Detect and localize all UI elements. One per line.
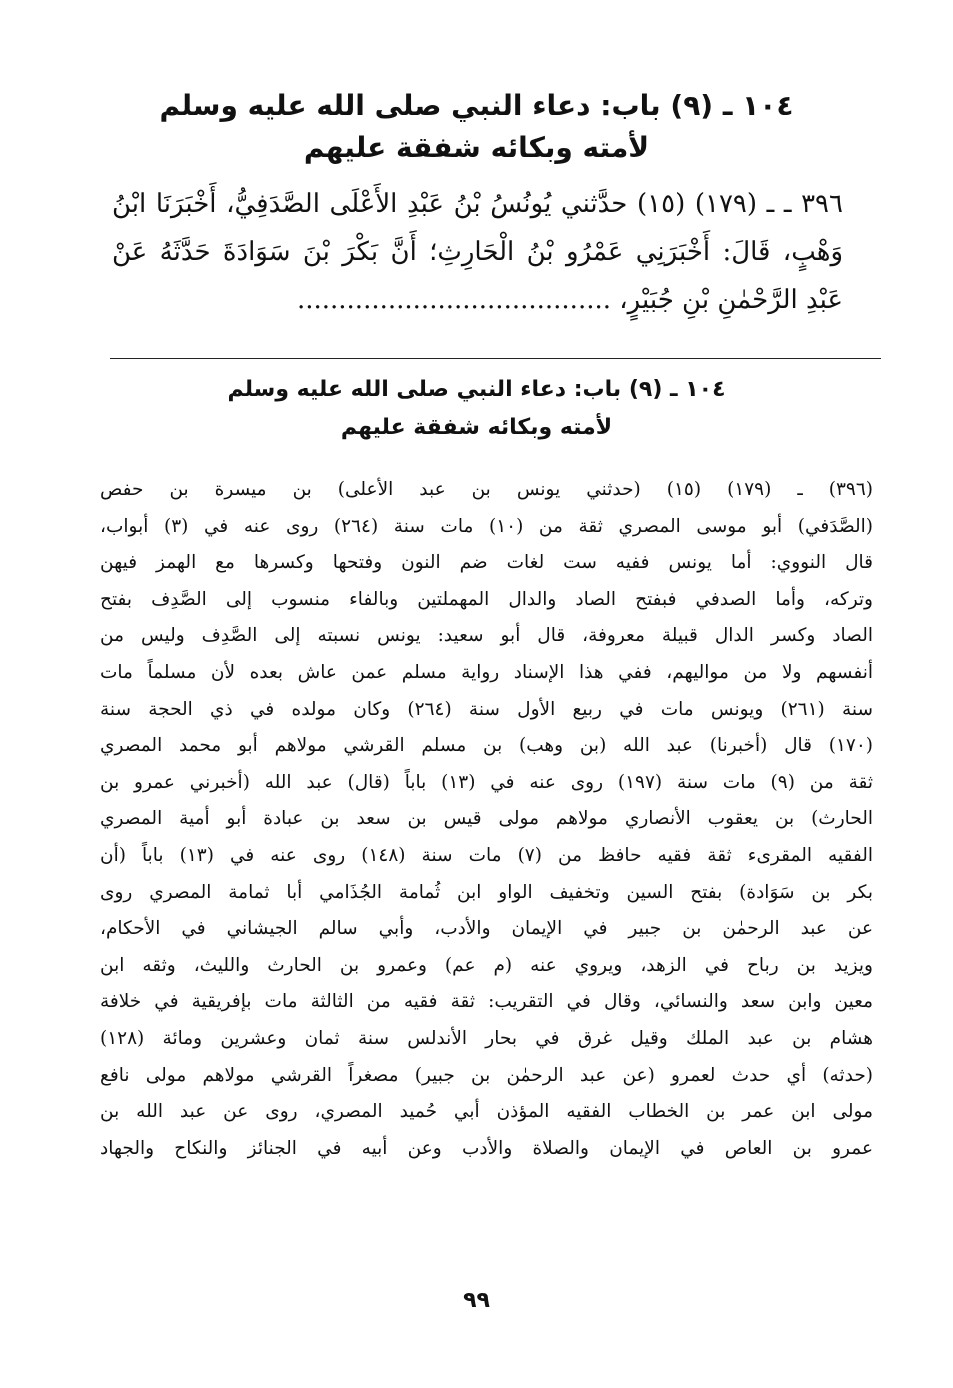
commentary-line: عن عبد الرحمٰن بن جبير في الإيمان والأدب، وأبي سالم الجيشاني في الأحكام، — [100, 918, 873, 940]
commentary-line: أنفسهم ولا من مواليهم، ففي هذا الإسناد رواية مسلم عمن عاش بعده لأن مسلماً مات — [100, 661, 873, 683]
hadith-line: ٣٩٦ ـ ـ (١٧٩) (١٥) حدَّثني يُونُسُ بْنُ عَبْدِ الأَعْلَى الصَّدَفِيُّ، أَخْبَرَنَا ابْنُ — [112, 189, 843, 219]
commentary-line: هشام بن عبد الملك وقيل غرق في بحار الأندلس سنة ثمان وعشرين ومائة (١٢٨) — [100, 1027, 873, 1049]
commentary-line: قال النووي: أما يونس ففيه ست لغات ضم النون وفتحها وكسرها مع الهمز فيهن — [100, 552, 873, 574]
commentary-line: عمرو بن العاص في الإيمان والصلاة والأدب وعن أبيه في الجنائز والنكاح والجهاد — [100, 1137, 873, 1159]
commentary-line: الصاد وكسر الدال قبيلة معروفة، قال أبو سعيد: يونس نسبته إلى الصَّدِف وليس من — [100, 625, 873, 647]
hadith-line: وَهْبٍ، قَالَ: أَخْبَرَنِي عَمْرُو بْنُ الْحَارِثِ؛ أَنَّ بَكْرَ بْنَ سَوَادَةَ حَدَّثَهُ عَنْ — [112, 237, 843, 267]
commentary-line: مولى ابن عمر بن الخطاب الفقيه المؤذن أبي حُميد المصري، روى عن عبد الله بن — [100, 1101, 873, 1123]
commentary-line: الحارث) بن يعقوب الأنصاري مولاهم مولى قيس بن سعد بن عبادة أبو أمية المصري — [100, 808, 873, 830]
hadith-text — [112, 180, 843, 324]
page-number: ٩٩ — [463, 1288, 490, 1313]
section-divider — [110, 358, 881, 359]
commentary-line: (حدثه) أي حدث لعمرو (عن عبد الرحمٰن بن جبير) مصغراً القرشي مولاهم مولى نافع — [100, 1064, 873, 1086]
commentary-line: معين وابن سعد والنسائي، وقال في التقريب: ثقة فقيه من الثالثة مات بإفريقية في خلافة — [100, 991, 873, 1013]
commentary-line: ثقة من (٩) مات سنة (١٩٧) روى عنه في (١٣) باباً (قال) عبد الله (أخبرني عمرو بن — [100, 771, 873, 793]
commentary-text — [100, 472, 873, 1167]
commentary-line: سنة (٢٦١) ويونس مات في ربيع الأول سنة (٢٦٤) وكان مولده في ذي الحجة سنة — [100, 698, 873, 720]
commentary-line: بكر بن سَوَادة) بفتح السين وتخفيف الواو ابن ثُمامة الجُذَامي أبا ثمامة المصري روى — [100, 881, 873, 903]
commentary-line: وتركه، وأما الصدفي فبفتح الصاد والدال المهملتين وبالفاء منسوب إلى الصَّدِف بفتح — [100, 588, 873, 610]
commentary-heading-line2: لأمته وبكائه شفقة عليهم — [340, 415, 613, 440]
commentary-line: ويزيد بن رباح في الزهد، ويروي عنه (م عم) وعمرو بن الحارث والليث، وثقه ابن — [100, 954, 873, 976]
commentary-line: (٣٩٦) ـ (١٧٩) (١٥) (حدثني يونس بن عبد الأعلى) بن ميسرة بن حفص — [100, 479, 873, 500]
commentary-line: (١٧٠) قال (أخبرنا) عبد الله (بن وهب) بن مسلم القرشي مولاهم أبو محمد المصري — [100, 735, 873, 757]
hadith-line: عَبْدِ الرَّحْمٰنِ بْنِ جُبَيْرٍ، ...................................... — [296, 285, 843, 315]
chapter-heading-line2: لأمته وبكائه شفقة عليهم — [303, 131, 650, 164]
commentary-line: الفقيه المقرىء ثقة فقيه حافظ من (٧) مات سنة (١٤٨) روى عنه في (١٣) باباً (أن — [100, 844, 873, 866]
commentary-heading-line1: ١٠٤ ـ (٩) باب: دعاء النبي صلى الله عليه وسلم — [227, 377, 726, 402]
commentary-line: (الصَّدَفي) أبو موسى المصري ثقة من (١٠) مات سنة (٢٦٤) روى عنه في (٣) أبواب، — [100, 515, 873, 537]
chapter-heading-line1: ١٠٤ ـ (٩) باب: دعاء النبي صلى الله عليه وسلم — [159, 89, 794, 122]
